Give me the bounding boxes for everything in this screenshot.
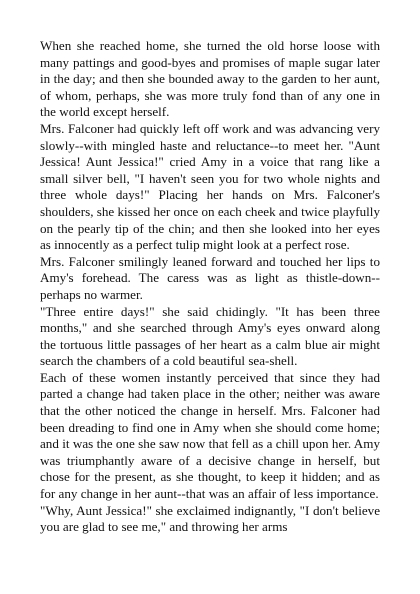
paragraph-2: Mrs. Falconer had quickly left off work and was advancing very slowly--with mingled haste and reluctance--to meet her. "Aunt Jessica! Aunt Jessica!" cried Amy in a voice that rang like a small silver bell, "I haven't seen you for two whole nights and three whole days!" Placing her hands on Mrs. Falconer's shoulders, she kissed her once on each cheek and twice playfully on the pearly tip of the chin; and then she looked into her eyes as innocently as a perfect tulip might look at a perfect rose. <box>40 120 380 253</box>
paragraph-4: "Three entire days!" she said chidingly. "It has been three months," and she searched through Amy's eyes onward along the tortuous little passages of her heart as a calm blue air might search the chambers of a cold beautiful sea-shell. <box>40 303 380 369</box>
paragraph-1: When she reached home, she turned the old horse loose with many pattings and good-byes and promises of maple sugar later in the day; and then she bounded away to the garden to her aunt, of whom, perhaps, she was more truly fond than of any one in the world except herself. <box>40 38 380 120</box>
document-page <box>40 38 380 536</box>
paragraph-6: "Why, Aunt Jessica!" she exclaimed indignantly, "I don't believe you are glad to see me," and throwing her arms <box>40 502 380 535</box>
paragraph-3: Mrs. Falconer smilingly leaned forward and touched her lips to Amy's forehead. The caress was as light as thistle-down--perhaps no warmer. <box>40 253 380 302</box>
paragraph-5: Each of these women instantly perceived that since they had parted a change had taken place in the other; neither was aware that the other noticed the change in herself. Mrs. Falconer had been dreading to find one in Amy when she should come home; and it was the one she saw now that fell as a chill upon her. Amy was triumphantly aware of a decisive change in herself, but chose for the present, as she thought, to keep it hidden; and as for any change in her aunt--that was an affair of less importance. <box>40 369 380 502</box>
